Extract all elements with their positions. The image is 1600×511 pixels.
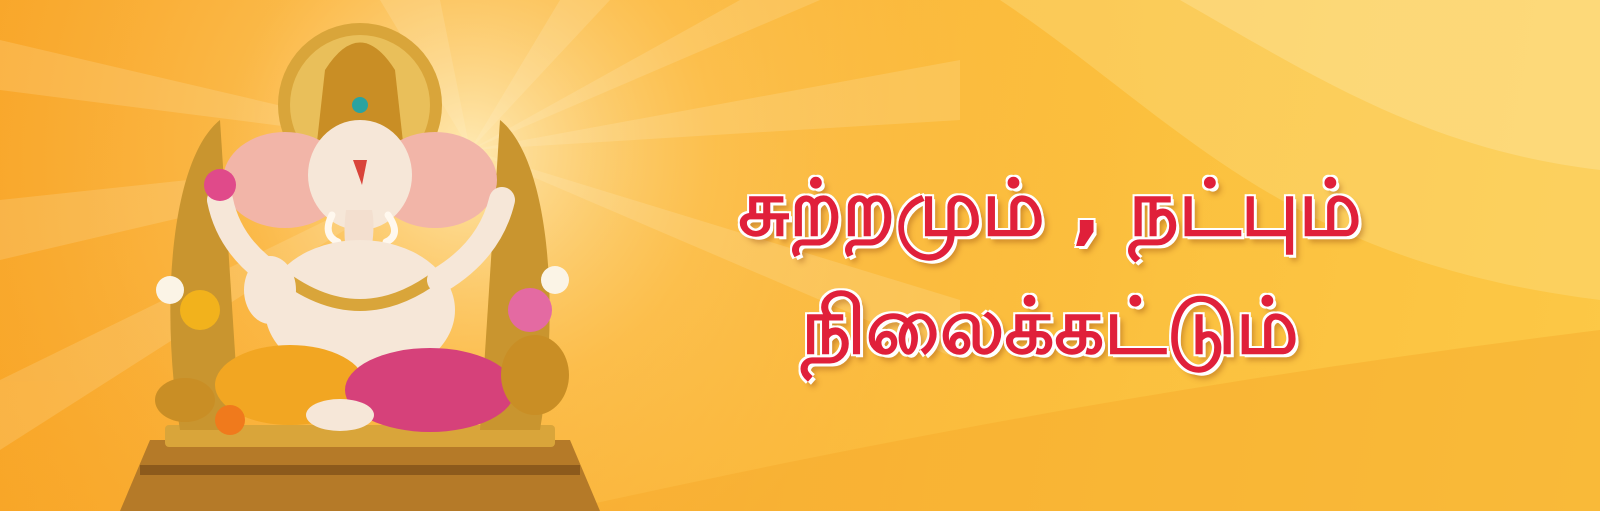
greeting-line-2: நிலைக்கட்டும் bbox=[801, 282, 1299, 372]
greeting-text bbox=[660, 150, 1440, 386]
greeting-line-1: சுற்றமும் , நட்பும் bbox=[738, 164, 1362, 254]
ganesha-idol-icon bbox=[110, 10, 610, 511]
